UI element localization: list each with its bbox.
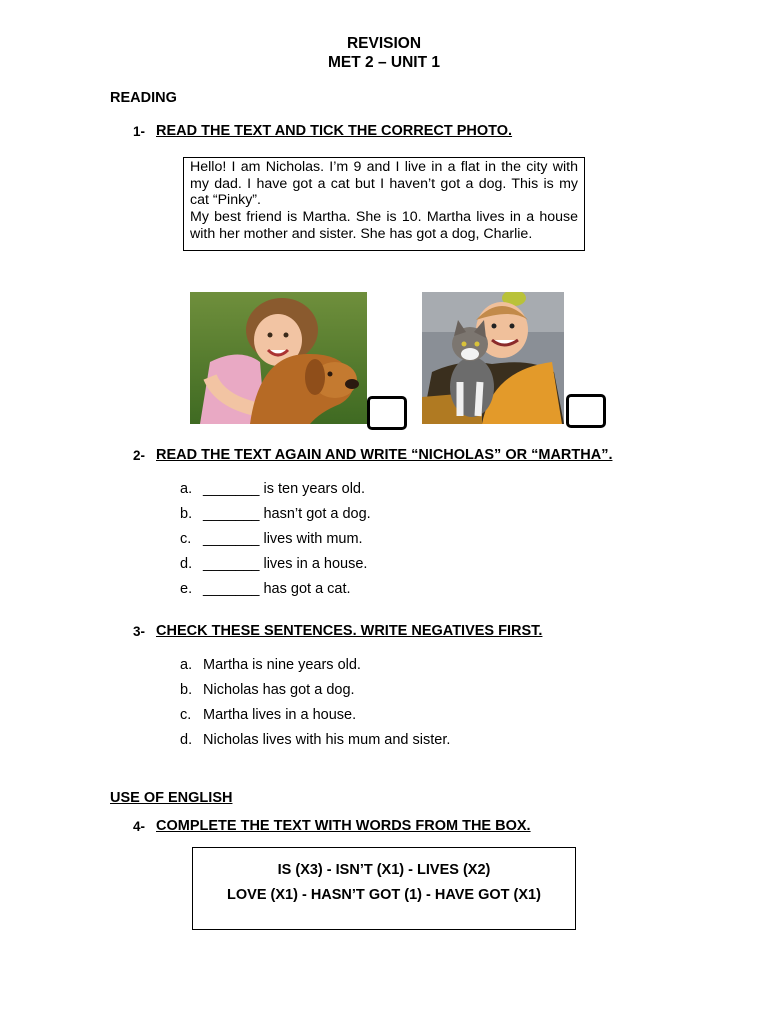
photo-boy-with-cat [422,292,564,424]
list-item: c. Martha lives in a house. [180,707,357,723]
reading-passage [183,157,585,251]
question-2-text: READ THE TEXT AGAIN AND WRITE “NICHOLAS” OR “MARTHA”. [156,447,613,463]
list-item: b. Nicholas has got a dog. [180,682,355,698]
section-heading-reading: READING [110,90,177,106]
passage-paragraph: Hello! I am Nicholas. I’m 9 and I live in a flat in the city with my dad. I have got a cat but I haven’t got a dog. This is my cat “Pinky”. [190,159,578,209]
photo-girl-with-dog [190,292,367,424]
section-heading-use-of-english: USE OF ENGLISH [110,790,233,806]
list-item: d. Nicholas lives with his mum and sister. [180,732,451,748]
question-4-text: COMPLETE THE TEXT WITH WORDS FROM THE BOX. [156,818,531,834]
question-1-text: READ THE TEXT AND TICK THE CORRECT PHOTO. [156,123,513,139]
girl-with-dog-image [190,292,367,424]
list-item: d. _______ lives in a house. [180,556,368,572]
question-number: 1- [133,124,146,139]
question-3-list [180,657,580,762]
question-3-text: CHECK THESE SENTENCES. WRITE NEGATIVES FIRST. [156,623,543,639]
question-number: 2- [133,448,146,463]
list-item: a. _______ is ten years old. [180,481,366,497]
list-item: e. _______ has got a cat. [180,581,351,597]
question-number: 3- [133,624,146,639]
word-box [192,847,576,930]
tick-box-photo-2[interactable] [566,394,606,428]
word-box-line: LOVE (X1) - HASN’T GOT (1) - HAVE GOT (X1) [227,887,541,903]
boy-with-cat-image [422,292,564,424]
page-subtitle: MET 2 – UNIT 1 [328,54,440,71]
passage-paragraph: My best friend is Martha. She is 10. Martha lives in a house with her mother and sister. She has got a dog, Charlie. [190,209,578,242]
list-item: a. Martha is nine years old. [180,657,361,673]
question-2-list [180,481,580,611]
tick-box-photo-1[interactable] [367,396,407,430]
list-item: b. _______ hasn’t got a dog. [180,506,371,522]
question-number: 4- [133,819,146,834]
list-item: c. _______ lives with mum. [180,531,363,547]
page-title: REVISION [346,35,422,52]
word-box-line: IS (X3) - ISN’T (X1) - LIVES (X2) [277,862,491,878]
